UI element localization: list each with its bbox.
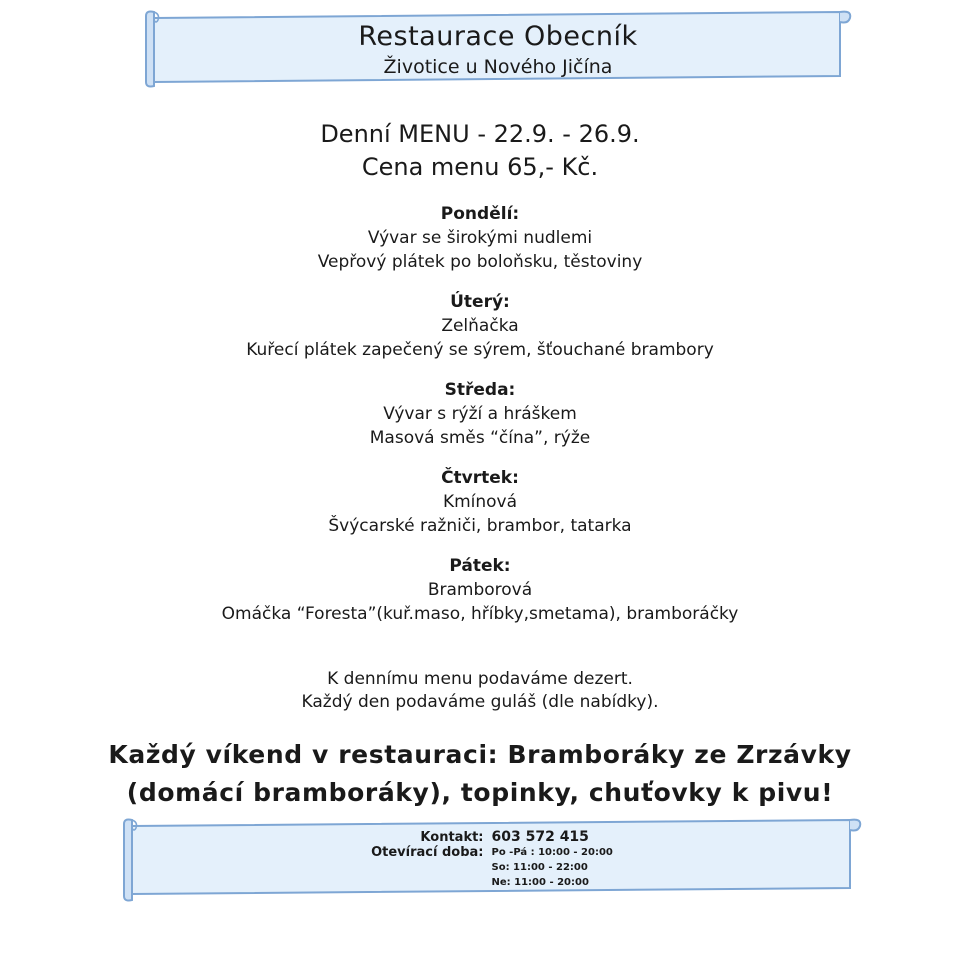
day-name: Úterý: [450, 292, 510, 312]
weekend-line-1: Každý víkend v restauraci: Bramboráky ze Zrzávky [108, 740, 852, 769]
soup: Zelňačka [441, 316, 519, 336]
goulash-note: Každý den podaváme guláš (dle nabídky). [301, 692, 659, 712]
menu-header [0, 118, 960, 184]
restaurant-name: Restaurace Obecník [358, 21, 638, 52]
hours-sunday: Ne: 11:00 - 20:00 [491, 877, 589, 888]
menu-notes [0, 668, 960, 714]
day-tuesday [0, 290, 960, 362]
main-dish: Vepřový plátek po boloňsku, těstoviny [317, 252, 643, 272]
weekend-line-2: (domácí bramboráky), topinky, chuťovky k pivu! [126, 778, 834, 807]
contact-banner [118, 814, 866, 906]
day-name: Pondělí: [440, 204, 520, 224]
contact-label: Kontakt: [420, 830, 484, 845]
main-dish: Kuřecí plátek zapečený se sýrem, šťouchané brambory [246, 340, 714, 360]
dessert-note: K dennímu menu podaváme dezert. [327, 669, 633, 689]
day-monday [0, 202, 960, 274]
contact-phone: 603 572 415 [491, 829, 589, 845]
soup: Vývar se širokými nudlemi [367, 228, 593, 248]
day-name: Pátek: [449, 556, 511, 576]
contact-table [367, 830, 617, 890]
header-banner [140, 4, 856, 92]
day-friday [0, 554, 960, 626]
contact-info [367, 830, 617, 890]
soup: Vývar s rýží a hráškem [383, 404, 577, 424]
main-dish: Švýcarské ražniči, brambor, tatarka [328, 516, 632, 536]
menu-dates: Denní MENU - 22.9. - 26.9. [320, 120, 640, 148]
menu-price: Cena menu 65,- Kč. [361, 153, 599, 181]
day-wednesday [0, 378, 960, 450]
weekend-offer [0, 736, 960, 812]
daily-menu-list [0, 202, 960, 642]
main-dish: Masová směs “čína”, rýže [369, 428, 591, 448]
opening-hours-label: Otevírací doba: [371, 845, 484, 860]
day-name: Středa: [444, 380, 516, 400]
hours-weekdays: Po -Pá : 10:00 - 20:00 [491, 847, 613, 858]
day-thursday [0, 466, 960, 538]
hours-saturday: So: 11:00 - 22:00 [491, 862, 588, 873]
main-dish: Omáčka “Foresta”(kuř.maso, hříbky,smetama), bramboráčky [221, 604, 739, 624]
day-name: Čtvrtek: [441, 468, 519, 488]
soup: Bramborová [427, 580, 533, 600]
restaurant-location: Životice u Nového Jičína [383, 56, 613, 78]
soup: Kmínová [442, 492, 518, 512]
